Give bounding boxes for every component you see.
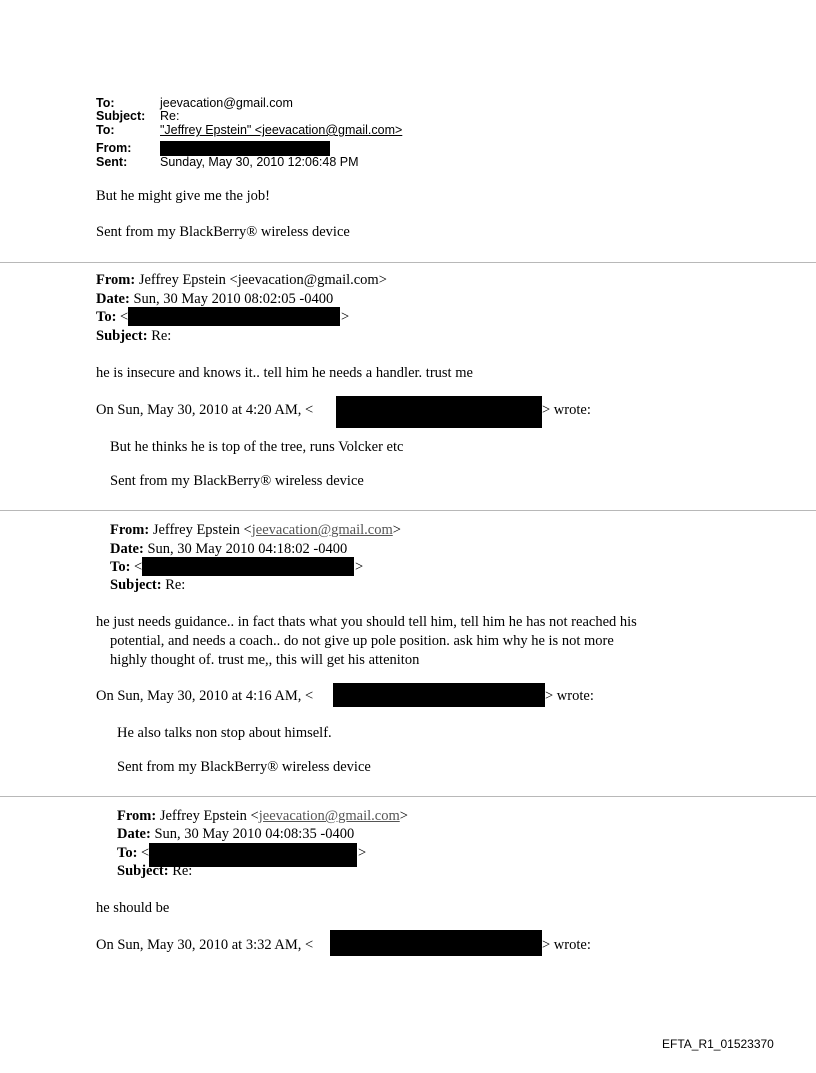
divider [0, 262, 816, 263]
divider [0, 510, 816, 511]
quoted-body: He also talks non stop about himself. [117, 725, 332, 741]
email-link[interactable]: jeevacation@gmail.com [251, 522, 393, 538]
quoted-signature: Sent from my BlackBerry® wireless device [117, 759, 371, 775]
subject-line [117, 863, 192, 880]
message-body-line: potential, and needs a coach.. do not give up pole position. ask him why he is not more [110, 633, 614, 649]
message-body: he is insecure and knows it.. tell him he needs a handler. trust me [96, 365, 473, 381]
date-line [110, 541, 347, 558]
wrote-prefix: On Sun, May 30, 2010 at 3:32 AM, < [96, 937, 314, 953]
redaction-box [128, 307, 340, 326]
date-value: Sun, 30 May 2010 04:08:35 -0400 [154, 826, 355, 842]
document-id: EFTA_R1_01523370 [662, 1037, 774, 1051]
quoted-signature: Sent from my BlackBerry® wireless device [110, 473, 364, 489]
date-label: Date: [110, 541, 144, 557]
subject-label: Subject: [110, 577, 162, 593]
date-label: Date: [117, 826, 151, 842]
to-open: < [134, 559, 143, 575]
to-label: To: [117, 845, 138, 861]
to-open: < [120, 309, 129, 325]
to-line [117, 845, 149, 862]
email-link[interactable]: jeevacation@gmail.com [258, 808, 400, 824]
redaction-box [330, 930, 542, 956]
to-line [96, 309, 128, 326]
to-value-2: "Jeffrey Epstein" <jeevacation@gmail.com> [160, 123, 403, 137]
date-line [96, 291, 333, 308]
to-line [110, 559, 142, 576]
subject-value: Re: [160, 109, 180, 123]
from-label: From: [96, 141, 132, 155]
to-value: jeevacation@gmail.com [160, 96, 293, 110]
to-close: > [358, 845, 367, 861]
subject-line [96, 328, 171, 345]
to-label-2: To: [96, 123, 115, 137]
message-body: But he might give me the job! [96, 188, 270, 204]
to-label: To: [96, 309, 117, 325]
message-body-line: he just needs guidance.. in fact thats what you should tell him, tell him he has not reached his [96, 614, 637, 630]
divider [0, 796, 816, 797]
subject-value: Re: [151, 328, 172, 344]
from-line [117, 808, 408, 825]
from-value: Jeffrey Epstein <jeevacation@gmail.com> [138, 272, 387, 288]
message-body: he should be [96, 900, 170, 916]
date-line [117, 826, 354, 843]
sent-label: Sent: [96, 155, 128, 169]
wrote-prefix: On Sun, May 30, 2010 at 4:20 AM, < [96, 402, 314, 418]
from-label: From: [96, 272, 136, 288]
to-label: To: [96, 96, 115, 110]
to-label: To: [110, 559, 131, 575]
quoted-body: But he thinks he is top of the tree, runs Volcker etc [110, 439, 404, 455]
redaction-box [333, 683, 545, 707]
to-close: > [355, 559, 364, 575]
from-close: > [392, 522, 401, 538]
from-line [110, 522, 401, 539]
to-close: > [341, 309, 350, 325]
wrote-suffix: > wrote: [542, 937, 591, 953]
redaction-box [160, 141, 330, 156]
date-value: Sun, 30 May 2010 08:02:05 -0400 [133, 291, 334, 307]
wrote-suffix: > wrote: [542, 402, 591, 418]
from-close: > [399, 808, 408, 824]
date-label: Date: [96, 291, 130, 307]
redaction-box [336, 396, 542, 428]
from-label: From: [110, 522, 150, 538]
to-open: < [141, 845, 150, 861]
from-line [96, 272, 387, 289]
wrote-suffix: > wrote: [545, 688, 594, 704]
from-name: Jeffrey Epstein < [152, 522, 252, 538]
subject-label: Subject: [117, 863, 169, 879]
subject-value: Re: [172, 863, 193, 879]
sent-value: Sunday, May 30, 2010 12:06:48 PM [160, 155, 359, 169]
date-value: Sun, 30 May 2010 04:18:02 -0400 [147, 541, 348, 557]
subject-line [110, 577, 185, 594]
from-name: Jeffrey Epstein < [159, 808, 259, 824]
subject-value: Re: [165, 577, 186, 593]
message-body-line: highly thought of. trust me,, this will get his atteniton [110, 652, 420, 668]
subject-label: Subject: [96, 109, 146, 123]
wrote-prefix: On Sun, May 30, 2010 at 4:16 AM, < [96, 688, 314, 704]
subject-label: Subject: [96, 328, 148, 344]
redaction-box [142, 557, 354, 576]
from-label: From: [117, 808, 157, 824]
signature: Sent from my BlackBerry® wireless device [96, 224, 350, 240]
